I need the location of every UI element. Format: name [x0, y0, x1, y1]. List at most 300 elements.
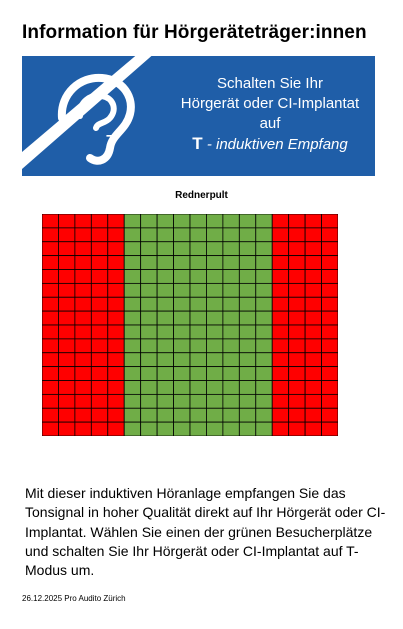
seat-red	[42, 325, 58, 339]
seat-red	[322, 394, 338, 408]
seat-green	[141, 256, 157, 270]
seat-green	[157, 367, 173, 381]
seat-green	[256, 270, 272, 284]
seat-red	[289, 214, 305, 228]
seat-red	[91, 228, 107, 242]
seat-red	[75, 242, 91, 256]
seat-green	[206, 381, 222, 395]
seat-red	[108, 367, 124, 381]
seat-red	[58, 256, 74, 270]
seat-red	[305, 339, 321, 353]
seat-red	[91, 283, 107, 297]
seat-green	[223, 339, 239, 353]
seat-red	[75, 353, 91, 367]
seat-red	[272, 228, 288, 242]
seat-green	[174, 214, 190, 228]
seat-red	[272, 422, 288, 436]
seat-red	[305, 325, 321, 339]
seat-red	[108, 408, 124, 422]
seat-red	[91, 256, 107, 270]
seat-green	[223, 297, 239, 311]
seat-red	[75, 297, 91, 311]
seat-red	[272, 270, 288, 284]
seat-green	[206, 367, 222, 381]
seat-green	[256, 408, 272, 422]
seat-red	[58, 311, 74, 325]
seat-green	[256, 353, 272, 367]
seat-green	[124, 394, 140, 408]
banner-line-4	[170, 134, 370, 155]
seat-green	[190, 297, 206, 311]
seat-red	[58, 422, 74, 436]
seat-green	[174, 353, 190, 367]
seat-green	[157, 311, 173, 325]
seat-green	[124, 381, 140, 395]
t-letter: T	[106, 132, 119, 154]
seat-red	[305, 214, 321, 228]
seat-green	[141, 325, 157, 339]
seat-green	[239, 422, 255, 436]
seat-green	[206, 394, 222, 408]
banner-text	[170, 74, 370, 155]
seat-red	[91, 242, 107, 256]
seat-red	[42, 283, 58, 297]
seat-green	[190, 270, 206, 284]
seat-red	[272, 283, 288, 297]
seating-grid-svg	[42, 214, 338, 436]
seat-red	[108, 353, 124, 367]
seat-red	[91, 422, 107, 436]
seat-red	[75, 256, 91, 270]
seat-red	[305, 422, 321, 436]
seat-green	[174, 394, 190, 408]
seat-green	[124, 325, 140, 339]
seat-green	[157, 242, 173, 256]
seat-red	[322, 228, 338, 242]
seat-red	[108, 311, 124, 325]
seat-red	[108, 381, 124, 395]
seat-green	[206, 408, 222, 422]
seat-red	[289, 339, 305, 353]
seat-green	[223, 325, 239, 339]
seat-green	[174, 283, 190, 297]
seat-green	[124, 408, 140, 422]
seat-green	[206, 311, 222, 325]
seat-red	[322, 256, 338, 270]
seat-green	[157, 353, 173, 367]
seat-red	[108, 283, 124, 297]
seat-green	[223, 214, 239, 228]
seat-red	[42, 422, 58, 436]
seat-red	[42, 242, 58, 256]
seat-red	[289, 353, 305, 367]
seat-green	[157, 339, 173, 353]
seat-red	[289, 394, 305, 408]
seat-red	[75, 394, 91, 408]
seat-green	[190, 242, 206, 256]
seat-red	[91, 214, 107, 228]
seat-red	[75, 283, 91, 297]
seat-green	[206, 297, 222, 311]
seat-green	[223, 283, 239, 297]
seat-red	[108, 214, 124, 228]
seat-red	[58, 381, 74, 395]
seat-green	[124, 367, 140, 381]
seat-red	[58, 270, 74, 284]
seat-green	[141, 381, 157, 395]
seat-green	[239, 228, 255, 242]
seat-red	[305, 367, 321, 381]
seat-red	[75, 214, 91, 228]
seat-green	[206, 339, 222, 353]
seat-red	[272, 381, 288, 395]
seat-green	[256, 381, 272, 395]
seat-red	[75, 339, 91, 353]
seat-green	[223, 367, 239, 381]
seat-green	[141, 270, 157, 284]
seat-red	[42, 381, 58, 395]
seat-green	[256, 311, 272, 325]
t-mode-banner	[22, 56, 375, 176]
seat-green	[157, 256, 173, 270]
seat-green	[124, 283, 140, 297]
seat-green	[141, 283, 157, 297]
seat-red	[91, 297, 107, 311]
seat-green	[206, 283, 222, 297]
seat-red	[272, 242, 288, 256]
seat-red	[42, 408, 58, 422]
seat-green	[239, 339, 255, 353]
seat-green	[174, 228, 190, 242]
seat-green	[190, 283, 206, 297]
seating-grid	[42, 214, 338, 436]
seat-red	[322, 214, 338, 228]
banner-line-2: Hörgerät oder CI-Implantat	[180, 95, 360, 112]
seat-red	[322, 339, 338, 353]
seat-red	[322, 408, 338, 422]
seat-green	[256, 256, 272, 270]
seat-red	[91, 394, 107, 408]
seat-red	[289, 311, 305, 325]
seat-red	[322, 381, 338, 395]
seat-green	[206, 214, 222, 228]
seat-red	[58, 394, 74, 408]
seat-green	[223, 353, 239, 367]
seat-green	[256, 242, 272, 256]
seat-green	[157, 408, 173, 422]
seat-red	[322, 297, 338, 311]
seat-green	[124, 256, 140, 270]
instructions-text: Mit dieser induktiven Höranlage empfangen Sie das Tonsignal in hoher Qualität direkt auf Ihr Hörgerät oder CI-Implantat. Wählen Sie einen der grünen Besucherplätze und schalten Sie Ihr Hörgerät oder CI-Implantat auf T-Modus um.	[25, 485, 386, 579]
seat-red	[42, 353, 58, 367]
seat-green	[141, 422, 157, 436]
seat-red	[305, 394, 321, 408]
seat-green	[174, 311, 190, 325]
seat-green	[206, 353, 222, 367]
seat-green	[141, 408, 157, 422]
seat-green	[174, 270, 190, 284]
seat-red	[108, 422, 124, 436]
seat-green	[174, 367, 190, 381]
seat-green	[256, 297, 272, 311]
seat-red	[322, 367, 338, 381]
seat-red	[272, 367, 288, 381]
seat-red	[305, 311, 321, 325]
seat-green	[141, 214, 157, 228]
seat-red	[289, 283, 305, 297]
seat-red	[289, 242, 305, 256]
seat-green	[174, 408, 190, 422]
seat-red	[305, 297, 321, 311]
seat-red	[91, 367, 107, 381]
seat-red	[58, 214, 74, 228]
seat-red	[42, 394, 58, 408]
seat-red	[272, 256, 288, 270]
seat-green	[223, 311, 239, 325]
seat-red	[322, 325, 338, 339]
banner-t-rest: - induktiven Empfang	[202, 136, 348, 153]
seat-red	[289, 367, 305, 381]
seat-red	[289, 256, 305, 270]
seat-green	[124, 311, 140, 325]
seat-green	[157, 270, 173, 284]
seat-green	[223, 381, 239, 395]
seat-red	[42, 270, 58, 284]
seat-green	[239, 353, 255, 367]
seat-red	[108, 270, 124, 284]
seat-red	[305, 228, 321, 242]
seat-red	[272, 325, 288, 339]
seat-red	[91, 381, 107, 395]
seat-red	[305, 381, 321, 395]
seat-red	[272, 353, 288, 367]
seat-green	[206, 256, 222, 270]
seat-green	[157, 297, 173, 311]
seat-green	[223, 256, 239, 270]
seat-green	[239, 367, 255, 381]
seat-red	[58, 353, 74, 367]
seat-red	[42, 297, 58, 311]
seat-green	[174, 256, 190, 270]
seat-red	[91, 408, 107, 422]
seat-green	[223, 394, 239, 408]
seat-green	[190, 256, 206, 270]
seat-red	[58, 283, 74, 297]
seat-green	[256, 422, 272, 436]
seat-green	[256, 228, 272, 242]
seat-green	[239, 408, 255, 422]
seat-green	[239, 270, 255, 284]
seat-green	[174, 297, 190, 311]
seat-green	[239, 311, 255, 325]
seat-green	[174, 339, 190, 353]
seat-red	[91, 270, 107, 284]
seat-green	[206, 270, 222, 284]
seat-green	[174, 242, 190, 256]
seat-red	[289, 270, 305, 284]
seat-green	[124, 339, 140, 353]
seat-red	[108, 228, 124, 242]
seat-green	[223, 228, 239, 242]
seat-green	[239, 214, 255, 228]
seat-green	[141, 228, 157, 242]
seat-green	[157, 214, 173, 228]
seat-red	[58, 325, 74, 339]
seat-green	[124, 270, 140, 284]
seat-green	[190, 408, 206, 422]
seat-green	[124, 422, 140, 436]
seat-green	[190, 422, 206, 436]
seat-red	[75, 325, 91, 339]
seat-green	[256, 325, 272, 339]
seat-red	[322, 422, 338, 436]
banner-line-3: auf	[259, 115, 281, 132]
seat-green	[124, 228, 140, 242]
seat-green	[157, 228, 173, 242]
seat-red	[305, 408, 321, 422]
seat-red	[289, 408, 305, 422]
page-title: Information für Hörgeräteträger:innen	[22, 22, 367, 43]
seat-red	[305, 242, 321, 256]
seat-green	[256, 283, 272, 297]
seat-red	[42, 311, 58, 325]
seat-red	[272, 311, 288, 325]
seat-green	[157, 381, 173, 395]
seat-red	[322, 242, 338, 256]
seat-green	[124, 353, 140, 367]
seat-green	[141, 242, 157, 256]
seat-green	[174, 325, 190, 339]
seat-green	[256, 394, 272, 408]
seat-green	[256, 214, 272, 228]
seat-red	[75, 270, 91, 284]
banner-t-bold: T	[192, 134, 203, 153]
seat-green	[124, 242, 140, 256]
seat-green	[239, 242, 255, 256]
seat-red	[42, 214, 58, 228]
seat-green	[239, 297, 255, 311]
seat-red	[272, 408, 288, 422]
seat-green	[190, 228, 206, 242]
seat-green	[223, 242, 239, 256]
seat-green	[141, 339, 157, 353]
seat-green	[223, 270, 239, 284]
seat-green	[141, 297, 157, 311]
seat-red	[289, 228, 305, 242]
seat-red	[91, 353, 107, 367]
seat-red	[91, 325, 107, 339]
seat-red	[305, 270, 321, 284]
seat-red	[42, 256, 58, 270]
seat-red	[58, 242, 74, 256]
seat-green	[223, 408, 239, 422]
seat-red	[272, 339, 288, 353]
seat-red	[58, 297, 74, 311]
seat-red	[108, 242, 124, 256]
seat-green	[206, 325, 222, 339]
seat-green	[190, 325, 206, 339]
seat-green	[141, 367, 157, 381]
seat-green	[239, 256, 255, 270]
seat-red	[305, 256, 321, 270]
seat-green	[239, 381, 255, 395]
seat-green	[190, 214, 206, 228]
seat-green	[124, 214, 140, 228]
seat-red	[322, 311, 338, 325]
seat-red	[305, 283, 321, 297]
seat-green	[174, 422, 190, 436]
seat-green	[239, 283, 255, 297]
seat-red	[305, 353, 321, 367]
banner-line-1: Schalten Sie Ihr	[217, 75, 323, 92]
seat-green	[190, 367, 206, 381]
seat-green	[239, 325, 255, 339]
seat-red	[289, 422, 305, 436]
seat-green	[206, 228, 222, 242]
seat-red	[58, 339, 74, 353]
seat-green	[157, 422, 173, 436]
seat-red	[58, 408, 74, 422]
seat-red	[42, 228, 58, 242]
seat-green	[190, 394, 206, 408]
seat-green	[206, 422, 222, 436]
seat-green	[190, 353, 206, 367]
seat-green	[157, 325, 173, 339]
seat-red	[289, 297, 305, 311]
seat-red	[108, 394, 124, 408]
seat-red	[75, 311, 91, 325]
seat-red	[272, 214, 288, 228]
seat-green	[223, 422, 239, 436]
seat-green	[190, 339, 206, 353]
seat-red	[289, 381, 305, 395]
seat-green	[256, 367, 272, 381]
seat-red	[75, 408, 91, 422]
seat-green	[190, 311, 206, 325]
seat-green	[190, 381, 206, 395]
seat-red	[108, 325, 124, 339]
seat-green	[239, 394, 255, 408]
footer-date-source: 26.12.2025 Pro Audito Zürich	[22, 594, 126, 603]
seat-green	[141, 353, 157, 367]
seat-red	[322, 283, 338, 297]
seat-green	[157, 283, 173, 297]
seat-red	[75, 381, 91, 395]
seat-green	[124, 297, 140, 311]
seat-red	[75, 367, 91, 381]
seat-red	[58, 228, 74, 242]
seat-red	[91, 339, 107, 353]
seat-red	[75, 422, 91, 436]
seat-red	[42, 339, 58, 353]
seat-green	[141, 311, 157, 325]
seat-red	[289, 325, 305, 339]
seat-green	[174, 381, 190, 395]
seat-red	[322, 270, 338, 284]
seat-green	[206, 242, 222, 256]
seat-green	[141, 394, 157, 408]
lectern-label: Rednerpult	[175, 190, 228, 201]
seat-red	[108, 339, 124, 353]
seat-red	[272, 394, 288, 408]
seat-red	[108, 256, 124, 270]
seat-red	[75, 228, 91, 242]
seat-red	[272, 297, 288, 311]
seat-red	[91, 311, 107, 325]
seat-red	[108, 297, 124, 311]
seat-green	[256, 339, 272, 353]
seat-red	[42, 367, 58, 381]
